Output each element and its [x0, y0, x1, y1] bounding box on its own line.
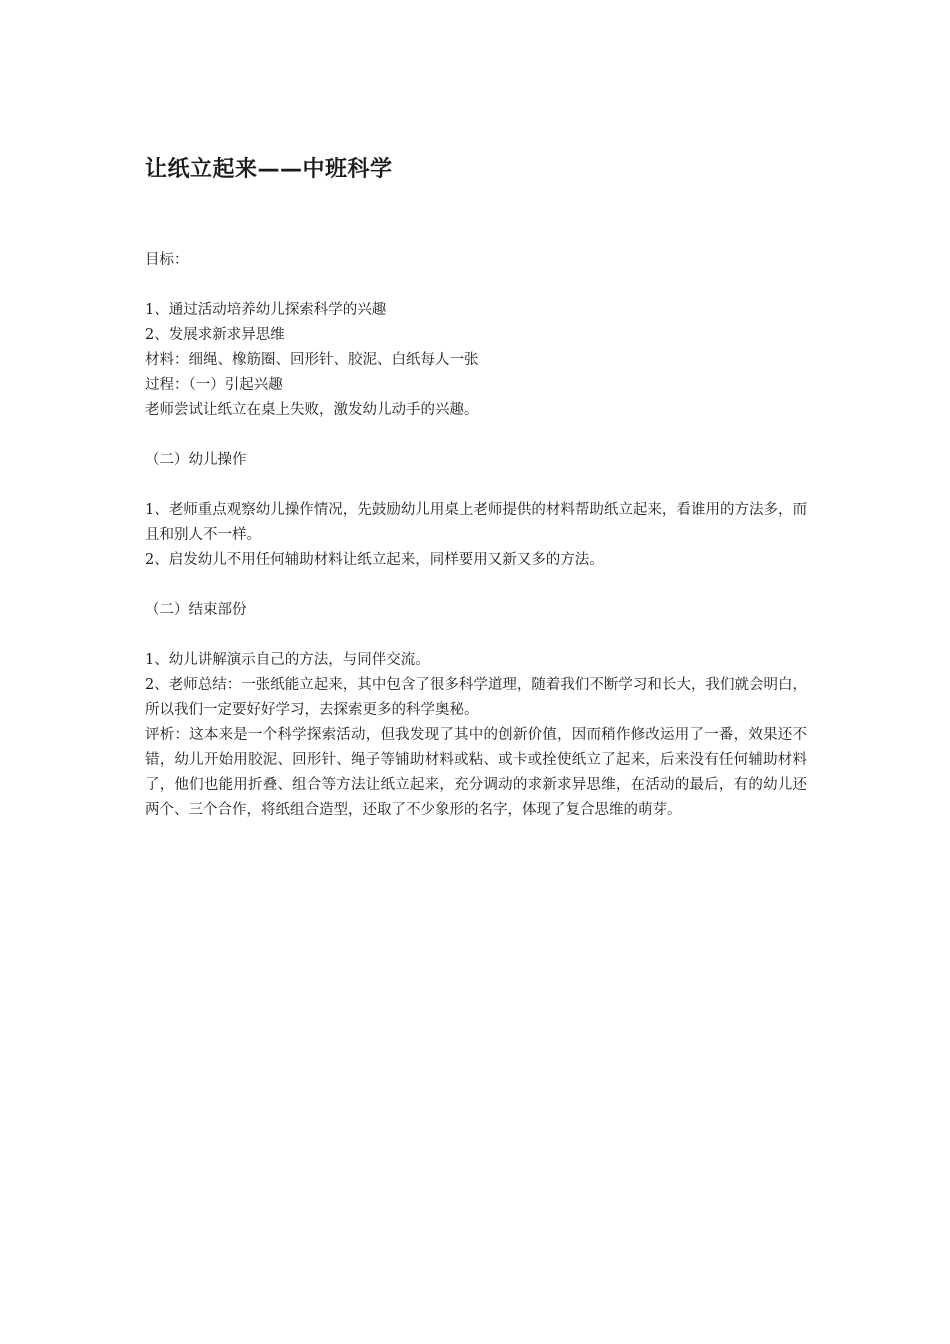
process-2-item-2: 2、启发幼儿不用任何辅助材料让纸立起来，同样要用又新又多的方法。: [145, 552, 604, 568]
evaluation-paragraph: 评析：这本来是一个科学探索活动，但我发现了其中的创新价值，因而稍作修改运用了一番，效果还不错，幼儿开始用胶泥、回形针、绳子等铺助材料或粘、或卡或拴使纸立了起来，后来没有任何辅助材料了，他们也能用折叠、组合等方法让纸立起来，充分调动的求新求异思维，在活动的最后，有的幼儿还两个、三个合作，将纸组合造型，还取了不少象形的名字，体现了复合思维的萌芽。: [145, 727, 807, 818]
process-3-item-2: 2、老师总结：一张纸能立起来，其中包含了很多科学道理，随着我们不断学习和长大，我们就会明白，所以我们一定要好好学习，去探索更多的科学奥秘。: [145, 677, 807, 718]
goal-heading: 目标：: [145, 252, 189, 268]
process-2-heading: （二）幼儿操作: [145, 452, 247, 468]
goal-item-2: 2、发展求新求异思维: [145, 327, 285, 343]
process-3-item-1: 1、幼儿讲解演示自己的方法，与同伴交流。: [145, 652, 430, 668]
process-1-text: 老师尝试让纸立在桌上失败，激发幼儿动手的兴趣。: [145, 402, 479, 418]
process-1-heading: 过程：（一）引起兴趣: [145, 377, 283, 393]
document-page: [145, 150, 807, 823]
process-2-item-1: 1、老师重点观察幼儿操作情况，先鼓励幼儿用桌上老师提供的材料帮助纸立起来，看谁用的方法多，而且和别人不一样。: [145, 502, 807, 543]
materials-line: 材料：细绳、橡筋圈、回形针、胶泥、白纸每人一张: [145, 352, 479, 368]
process-3-heading: （二）结束部份: [145, 602, 247, 618]
goal-item-1: 1、通过活动培养幼儿探索科学的兴趣: [145, 302, 387, 318]
document-title: 让纸立起来——中班科学: [145, 157, 393, 182]
